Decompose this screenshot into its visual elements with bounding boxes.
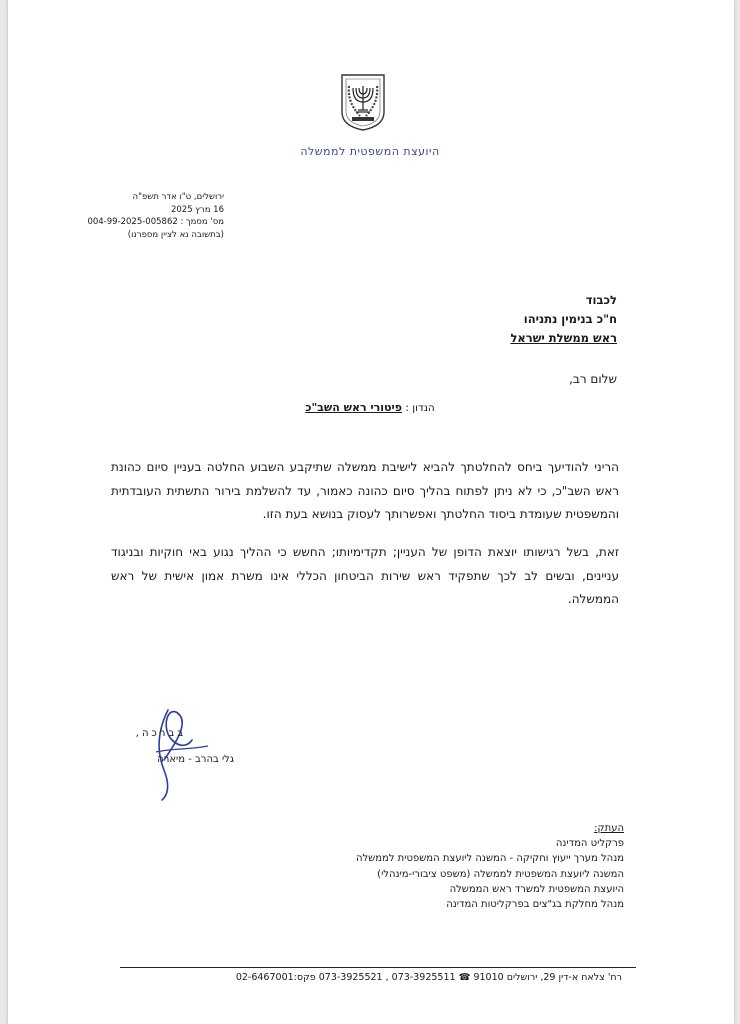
copy-recipient: פרקליט המדינה xyxy=(555,838,624,850)
copy-recipient: מנהל מחלקת בג"צים בפרקליטות המדינה xyxy=(446,899,624,911)
footer-divider xyxy=(120,967,636,968)
recipient-salutation: לכבוד xyxy=(585,293,617,307)
document-number: מס' מסמך : 004-99-2025-005862 xyxy=(87,217,224,227)
recipient-block xyxy=(510,291,617,348)
phone-icon: ☎ xyxy=(458,972,471,983)
hebrew-date: ירושלים, ט"ו אדר תשפ"ה xyxy=(132,192,224,202)
footer-phones: 073-3925511 , 073-3925521 xyxy=(318,972,456,983)
recipient-name: ח"כ בנימין נתניהו xyxy=(523,312,617,326)
body-paragraph-1: הריני להודיעך ביחס להחלטתך להביא לישיבת ממשלה שתיקבע השבוע החלטה בעניין סיום כהונת ראש השב"כ, כי לא ניתן לפתוח בהליך סיום כהונה כאמור, עד להשלמת בירור התשתית העובדתית והמשפטית שעומדת ביסוד החלטתך ואפשרותך לעסוק בנושא בעת הזו. xyxy=(111,460,619,521)
subject-line xyxy=(0,401,740,414)
body-paragraph-2: זאת, בשל רגישותו יוצאת הדופן של העניין; תקדימיותו; החשש כי ההליך נגוע באי חוקיות ובניגוד עניינים, ובשים לב לכך שתפקיד ראש שירות הביטחון הכללי אינו משרת אמון אישית של ראש הממשלה. xyxy=(111,545,619,606)
letter-page xyxy=(8,0,734,1024)
gregorian-date: 16 מרץ 2025 xyxy=(170,204,224,215)
copy-recipient: היועצת המשפטית למשרד ראש הממשלה xyxy=(449,883,624,895)
copy-recipient: המשנה ליועצת המשפטית לממשלה (משפט ציבורי-מינהלי) xyxy=(377,868,624,880)
signature-closing: בברכה, xyxy=(135,728,186,739)
copy-recipient: מנהל מערך ייעוץ וחקיקה - המשנה ליועצת המשפטית לממשלה xyxy=(355,853,624,865)
letter-meta xyxy=(87,191,224,241)
subject-text: פיטורי ראש השב"כ xyxy=(305,401,403,414)
copies-list xyxy=(356,821,624,912)
handwritten-signature xyxy=(128,700,258,805)
state-emblem-icon xyxy=(338,72,388,132)
footer-address: רח' צלאח א-דין 29, ירושלים 91010 xyxy=(473,972,622,983)
signatory-name: גלי בהרב - מיארה xyxy=(157,754,234,765)
footer-fax: פקס:02-6467001 xyxy=(235,972,316,983)
reply-note: (בתשובה נא לציין מספרנו) xyxy=(127,229,224,240)
recipient-title: ראש ממשלת ישראל xyxy=(510,331,617,345)
subject-label: הנדון : xyxy=(405,402,435,414)
greeting: שלום רב, xyxy=(569,372,617,386)
copies-heading: העתק: xyxy=(594,823,624,834)
footer-contact xyxy=(236,972,622,983)
office-name: היועצת המשפטית לממשלה xyxy=(300,145,440,158)
